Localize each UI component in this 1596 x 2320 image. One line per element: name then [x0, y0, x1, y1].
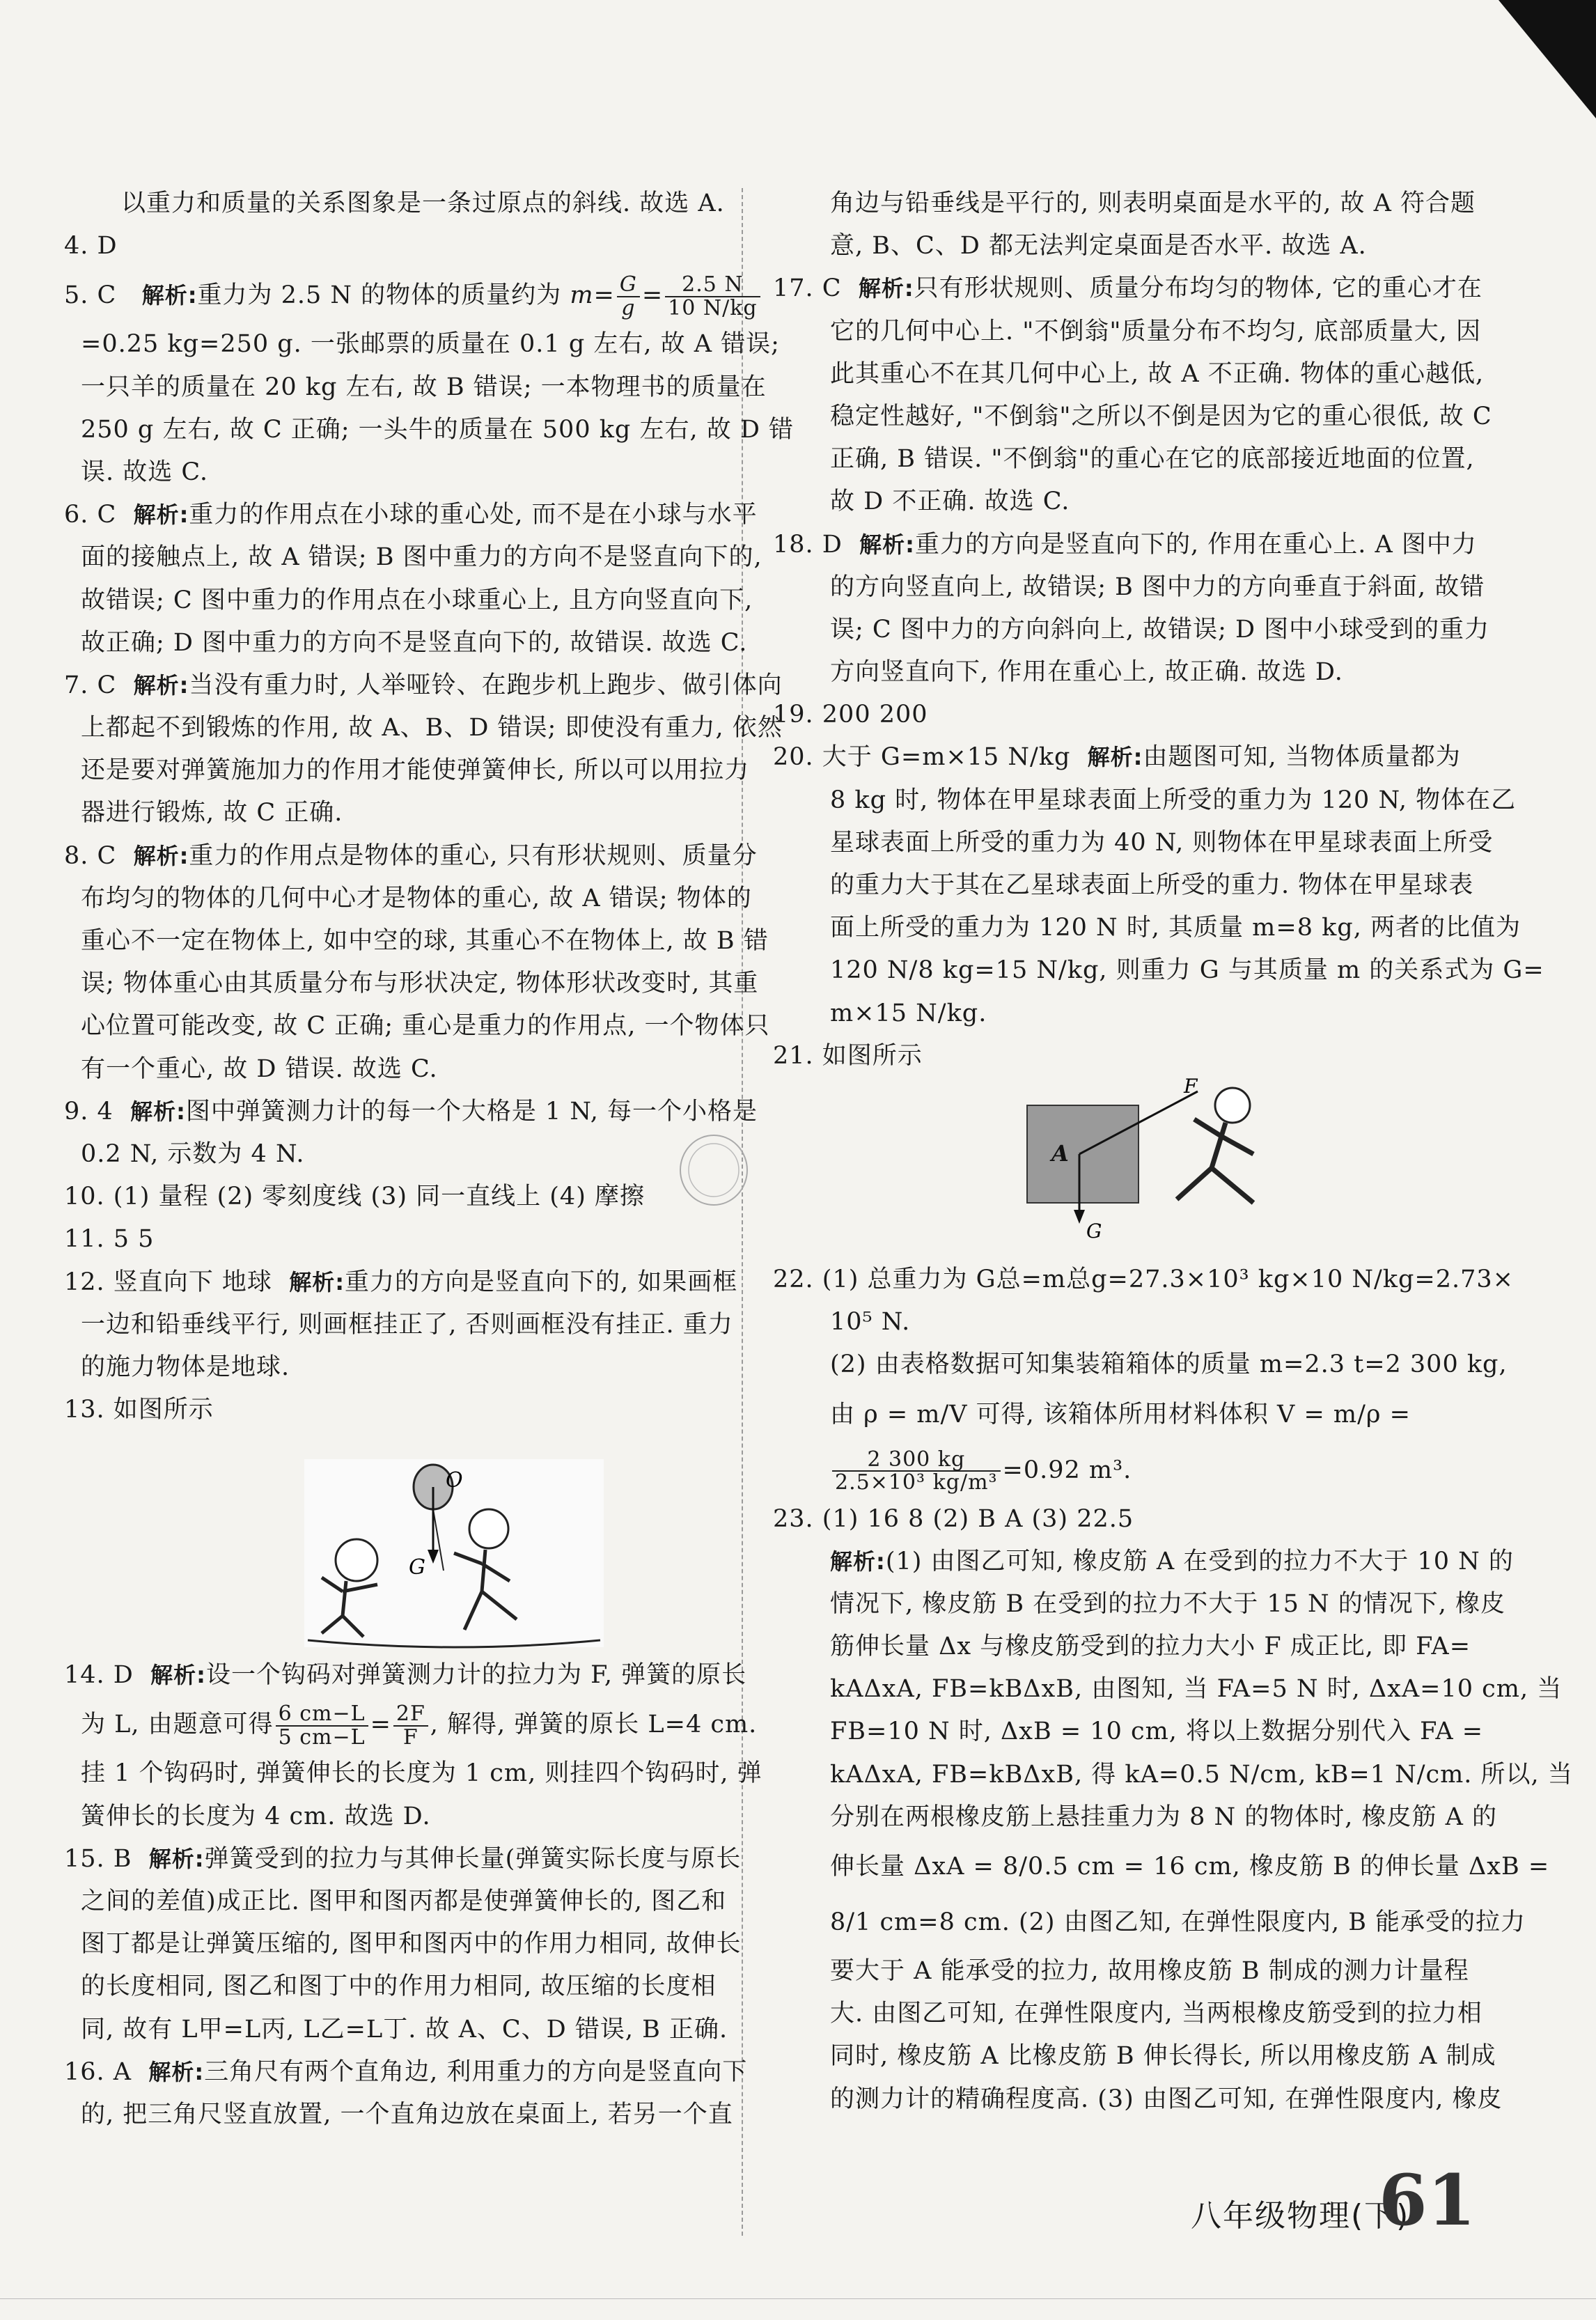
- page-number: 61: [1379, 2159, 1476, 2241]
- label-g: G: [1086, 1219, 1103, 1243]
- text-line: 0.2 N, 示数为 4 N.: [81, 1139, 305, 1168]
- person-head: [1215, 1088, 1250, 1123]
- text-line: 8 kg 时, 物体在甲星球表面上所受的重力为 120 N, 物体在乙: [830, 786, 1517, 814]
- answer-18: 18. D 解析:重力的方向是竖直向下的, 作用在重心上. A 图中力: [773, 530, 1477, 559]
- text-line: 的长度相同, 图乙和图丁中的作用力相同, 故压缩的长度相: [81, 1972, 717, 2001]
- text-line: 误. 故选 C.: [81, 458, 209, 486]
- text-line: 意, B、C、D 都无法判定桌面是否水平. 故选 A.: [830, 232, 1367, 260]
- label-f: F: [1184, 1077, 1198, 1098]
- person-body: [1177, 1119, 1253, 1203]
- label-g: G: [409, 1555, 426, 1580]
- text-line: 筋伸长量 Δx 与橡皮筋受到的拉力大小 F 成正比, 即 FA=: [830, 1633, 1471, 1661]
- text-line: =0.25 kg=250 g. 一张邮票的质量在 0.1 g 左右, 故 A 错误;: [81, 330, 780, 359]
- text-line: kAΔxA, FB=kBΔxB, 得 kA=0.5 N/cm, kB=1 N/cm. 所以, 当: [830, 1760, 1573, 1789]
- text-line: 器进行锻炼, 故 C 正确.: [81, 799, 343, 827]
- text-line: 上都起不到锻炼的作用, 故 A、B、D 错误; 即使没有重力, 依然: [81, 714, 783, 742]
- page-footer: [1191, 2159, 1476, 2243]
- text-line: FB=10 N 时, ΔxB = 10 cm, 将以上数据分别代入 FA =: [830, 1718, 1484, 1746]
- bottom-edge: [0, 2298, 1596, 2299]
- text-line: 方向竖直向下, 作用在重心上, 故正确. 故选 D.: [830, 658, 1343, 687]
- answer-8: 8. C 解析:重力的作用点是物体的重心, 只有形状规则、质量分: [64, 841, 758, 870]
- text-line: 误; C 图中力的方向斜向上, 故错误; D 图中小球受到的重力: [830, 615, 1490, 644]
- text-line: 8/1 cm=8 cm. (2) 由图乙知, 在弹性限度内, B 能承受的拉力: [830, 1908, 1526, 1936]
- text-line: 还是要对弹簧施加力的作用才能使弹簧伸长, 所以可以用拉力: [81, 756, 750, 785]
- answer-7: 7. C 解析:当没有重力时, 人举哑铃、在跑步机上跑步、做引体向: [64, 671, 783, 699]
- text-line: 同, 故有 L甲=L丙, L乙=L丁. 故 A、C、D 错误, B 正确.: [81, 2015, 728, 2043]
- subject-label: 八年级物理(下): [1191, 2198, 1410, 2234]
- answer-16: 16. A 解析:三角尺有两个直角边, 利用重力的方向是竖直向下: [64, 2057, 748, 2086]
- text-line: 的测力计的精确程度高. (3) 由图乙可知, 在弹性限度内, 橡皮: [830, 2085, 1503, 2113]
- text-line: 误; 物体重心由其质量分布与形状决定, 物体形状改变时, 其重: [81, 970, 759, 998]
- text-line: 簧伸长的长度为 4 cm. 故选 D.: [81, 1802, 431, 1830]
- text-line: 星球表面上所受的重力为 40 N, 则物体在甲星球表面上所受: [830, 828, 1494, 857]
- answer-22: 22. (1) 总重力为 G总=m总g=27.3×10³ kg×10 N/kg=2.73×: [773, 1265, 1514, 1293]
- text-line: 角边与铅垂线是平行的, 则表明桌面是水平的, 故 A 符合题: [830, 189, 1476, 217]
- figure-21: [773, 1077, 1441, 1259]
- right-column: [773, 182, 1573, 2121]
- text-line: $\frac{2 300 kg}{\text{2.5×10³ kg/m³}}$ =0.92 m³.: [773, 1442, 1441, 1498]
- text-line: 情况下, 橡皮筋 B 在受到的拉力不大于 15 N 的情况下, 橡皮: [830, 1589, 1506, 1618]
- text-line: 它的几何中心上. "不倒翁"质量分布不均匀, 底部质量大, 因: [830, 317, 1481, 345]
- answer-17: 17. C 解析:只有形状规则、质量分布均匀的物体, 它的重心才在: [773, 274, 1482, 303]
- text-line: kAΔxA, FB=kBΔxB, 由图知, 当 FA=5 N 时, ΔxA=10 cm, 当: [830, 1675, 1563, 1704]
- text-line: 250 g 左右, 故 C 正确; 一头牛的质量在 500 kg 左右, 故 D 错: [81, 415, 795, 444]
- text-line: 正确, B 错误. "不倒翁"的重心在它的底部接近地面的位置,: [830, 445, 1475, 474]
- box-pull-illustration: [773, 1077, 1441, 1259]
- text-line: 以重力和质量的关系图象是一条过原点的斜线. 故选 A.: [121, 189, 725, 217]
- answer-20: 20. 大于 G=m×15 N/kg 解析:由题图可知, 当物体质量都为: [773, 743, 1461, 772]
- figure-13: [64, 1431, 733, 1654]
- box-a: [1027, 1105, 1139, 1203]
- answer-5: 5. C 解析:重力为 2.5 N 的物体的质量约为 m= $\frac{G}{g}$ = $\frac{2.5 N}{10 N/kg}$: [64, 267, 733, 323]
- label-a: A: [1051, 1139, 1070, 1167]
- answer-12: 12. 竖直向下 地球 解析:重力的方向是竖直向下的, 如果画框: [64, 1268, 738, 1296]
- text-line: 的, 把三角尺竖直放置, 一个直角边放在桌面上, 若另一个直: [81, 2100, 733, 2128]
- answer-19: 19. 200 200: [773, 701, 928, 729]
- text-line: 同时, 橡皮筋 A 比橡皮筋 B 伸长得长, 所以用橡皮筋 A 制成: [830, 2042, 1496, 2071]
- text-line: 要大于 A 能承受的拉力, 故用橡皮筋 B 制成的测力计量程: [830, 1957, 1469, 1985]
- text-line: 的方向竖直向上, 故错误; B 图中力的方向垂直于斜面, 故错: [830, 573, 1485, 601]
- text-line: 此其重心不在其几何中心上, 故 A 不正确. 物体的重心越低,: [830, 359, 1485, 388]
- answer-14: 14. D 解析:设一个钩码对弹簧测力计的拉力为 F, 弹簧的原长: [64, 1661, 747, 1690]
- text-line: (2) 由表格数据可知集装箱箱体的质量 m=2.3 t=2 300 kg,: [830, 1350, 1508, 1379]
- text-line: 心位置可能改变, 故 C 正确; 重心是重力的作用点, 一个物体只: [81, 1012, 770, 1041]
- text-line: 一只羊的质量在 20 kg 左右, 故 B 错误; 一本物理书的质量在: [81, 373, 767, 401]
- text-line: 稳定性越好, "不倒翁"之所以不倒是因为它的重心很低, 故 C: [830, 402, 1492, 430]
- answer-9: 9. 4 解析:图中弹簧测力计的每一个大格是 1 N, 每一个小格是: [64, 1097, 758, 1126]
- column-divider: [742, 188, 743, 2236]
- text-line: 为 L, 由题意可得 $\frac{6 cm-L}{5 cm-L}$ = $\frac{2F}{F}$ , 解得, 弹簧的原长 L=4 cm.: [81, 1702, 758, 1750]
- text-line: 120 N/8 kg=15 N/kg, 则重力 G 与其质量 m 的关系式为 G=: [830, 956, 1544, 985]
- text-line: 分别在两根橡皮筋上悬挂重力为 8 N 的物体时, 橡皮筋 A 的: [830, 1803, 1498, 1831]
- text-line: 10⁵ N.: [830, 1308, 911, 1337]
- label-o: O: [446, 1468, 464, 1493]
- answer-23: 23. (1) 16 8 (2) B A (3) 22.5: [773, 1504, 1134, 1533]
- answer-4: 4. D: [64, 232, 118, 260]
- text-line: 有一个重心, 故 D 错误. 故选 C.: [81, 1054, 438, 1083]
- text-line: m×15 N/kg.: [830, 999, 987, 1027]
- text-line: 图丁都是让弹簧压缩的, 图甲和图丙中的作用力相同, 故伸长: [81, 1930, 742, 1959]
- answer-6: 6. C 解析:重力的作用点在小球的重心处, 而不是在小球与水平: [64, 501, 758, 529]
- text-line: 故错误; C 图中重力的作用点在小球重心上, 且方向竖直向下,: [81, 586, 753, 614]
- text-line: 伸长量 ΔxA = 8/0.5 cm = 16 cm, 橡皮筋 B 的伸长量 ΔxB =: [830, 1853, 1550, 1881]
- watermark-stamp: [675, 1128, 752, 1212]
- answer-11: 11. 5 5: [64, 1225, 155, 1254]
- child-head: [469, 1509, 508, 1548]
- text-line: 布均匀的物体的几何中心才是物体的重心, 故 A 错误; 物体的: [81, 884, 752, 912]
- text-line: 的施力物体是地球.: [81, 1353, 290, 1381]
- answer-13: 13. 如图所示: [64, 1396, 214, 1424]
- left-column: [64, 182, 795, 2136]
- text-line: 大. 由图乙可知, 在弹性限度内, 当两根橡皮筋受到的拉力相: [830, 2000, 1482, 2028]
- text-line: 之间的差值)成正比. 图甲和图丙都是使弹簧伸长的, 图乙和: [81, 1887, 727, 1915]
- gravity-arrow-head: [1074, 1210, 1085, 1224]
- text-line: 解析:(1) 由图乙可知, 橡皮筋 A 在受到的拉力不大于 10 N 的: [830, 1547, 1514, 1575]
- text-line: 故正确; D 图中重力的方向不是竖直向下的, 故错误. 故选 C.: [81, 628, 748, 657]
- text-line: 挂 1 个钩码时, 弹簧伸长的长度为 1 cm, 则挂四个钩码时, 弹: [81, 1759, 762, 1788]
- answer-15: 15. B 解析:弹簧受到的拉力与其伸长量(弹簧实际长度与原长: [64, 1844, 742, 1873]
- child-head: [336, 1539, 377, 1581]
- text-line: 面上所受的重力为 120 N 时, 其质量 m=8 kg, 两者的比值为: [830, 914, 1521, 942]
- text-line: 面的接触点上, 故 A 错误; B 图中重力的方向不是竖直向下的,: [81, 543, 762, 572]
- answer-21: 21. 如图所示: [773, 1041, 923, 1070]
- answer-10: 10. (1) 量程 (2) 零刻度线 (3) 同一直线上 (4) 摩擦: [64, 1183, 645, 1211]
- text-line: 重心不一定在物体上, 如中空的球, 其重心不在物体上, 故 B 错: [81, 927, 769, 955]
- text-line: 由 ρ = m/V 可得, 该箱体所用材料体积 V = m/ρ =: [830, 1400, 1411, 1428]
- text-line: 一边和铅垂线平行, 则画框挂正了, 否则画框没有挂正. 重力: [81, 1310, 733, 1339]
- text-line: 故 D 不正确. 故选 C.: [830, 488, 1070, 516]
- corner-mark: [1499, 0, 1596, 118]
- children-balloon-illustration: [64, 1431, 733, 1654]
- text-line: 的重力大于其在乙星球表面上所受的重力. 物体在甲星球表: [830, 871, 1474, 899]
